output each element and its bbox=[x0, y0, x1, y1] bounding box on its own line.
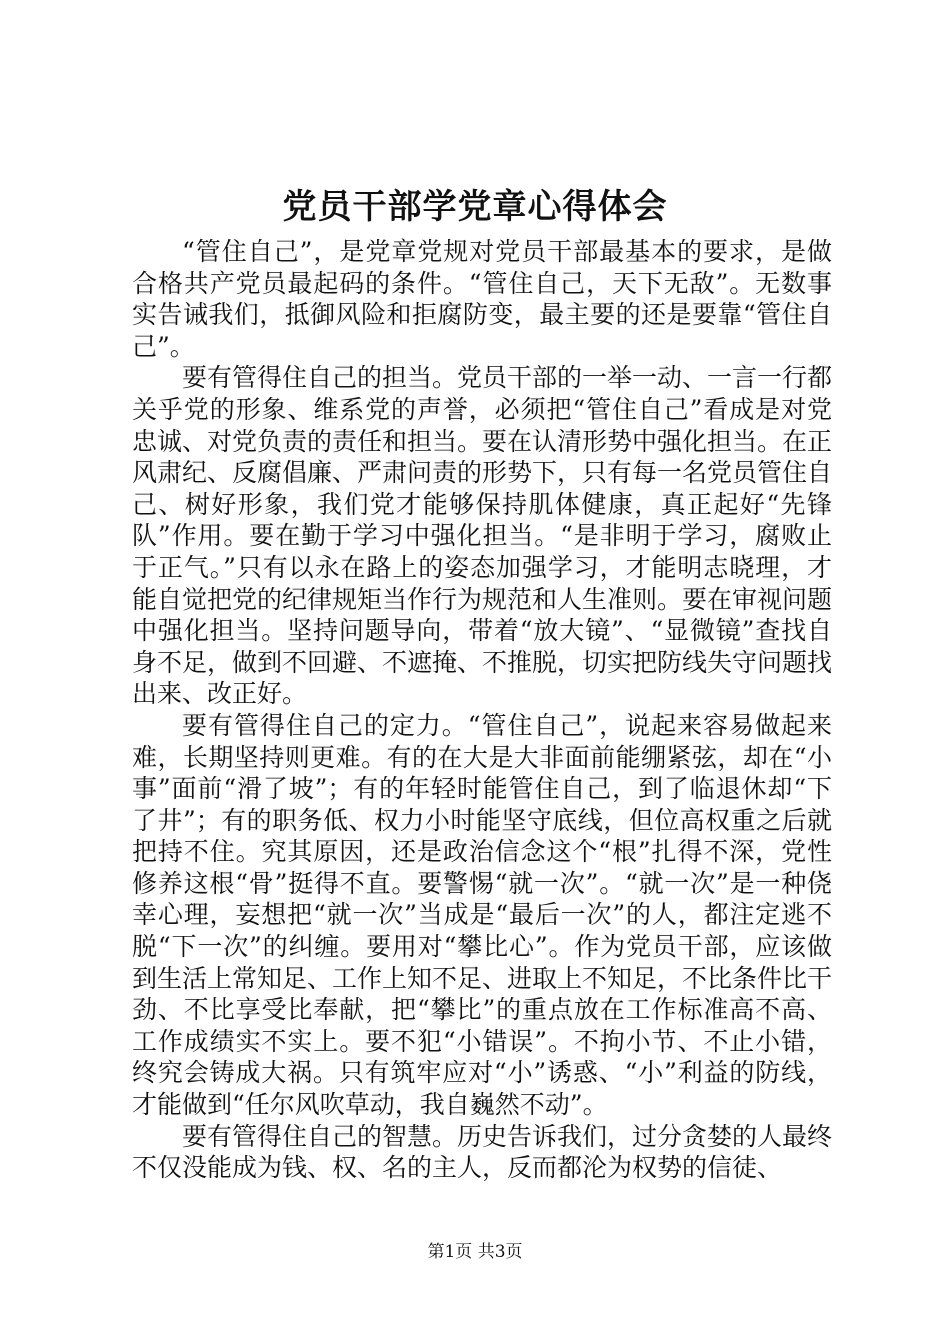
document-title: 党员干部学党章心得体会 bbox=[282, 187, 668, 227]
page-number: 第1页 共3页 bbox=[427, 1242, 523, 1262]
paragraph-willpower: 要有管得住自己的定力。“管住自己”，说起来容易做起来难，长期坚持则更难。有的在大是大非面前能绷紧弦，却在“小事”面前“滑了坡”；有的年轻时能管住自己，到了临退休却“下了井”；有的职务低、权力小时能坚守底线，但位高权重之后就把持不住。究其原因，还是政治信念这个“根”扎得不深，党性修养这根“骨”挺得不直。要警惕“就一次”。“就一次”是一种侥幸心理，妄想把“就一次”当成是“最后一次”的人，都注定逃不脱“下一次”的纠缠。要用对“攀比心”。作为党员干部，应该做到生活上常知足、工作上知不足、进取上不知足，不比条件比干劲、不比享受比奉献，把“攀比”的重点放在工作标准高不高、工作成绩实不实上。要不犯“小错误”。不拘小节、不止小错，终究会铸成大祸。只有筑牢应对“小”诱惑、“小”利益的防线，才能做到“任尔风吹草动，我自巍然不动”。 bbox=[132, 710, 833, 1120]
paragraph-wisdom: 要有管得住自己的智慧。历史告诉我们，过分贪婪的人最终不仅没能成为钱、权、名的主人，反而都沦为权势的信徒、 bbox=[132, 1121, 833, 1183]
paragraph-intro: “管住自己”，是党章党规对党员干部最基本的要求，是做合格共产党员最起码的条件。“管住自己，天下无敌”。无数事实告诫我们，抵御风险和拒腐防变，最主要的还是要靠“管住自己”。 bbox=[132, 237, 832, 361]
paragraph-responsibility: 要有管得住自己的担当。党员干部的一举一动、一言一行都关乎党的形象、维系党的声誉，必须把“管住自己”看成是对党忠诚、对党负责的责任和担当。要在认清形势中强化担当。在正风肃纪、反腐倡廉、严肃问责的形势下，只有每一名党员管住自己、树好形象，我们党才能够保持肌体健康，真正起好“先锋队”作用。要在勤于学习中强化担当。“是非明于学习，腐败止于正气。”只有以永在路上的姿态加强学习，才能明志晓理，才能自觉把党的纪律规矩当作行为规范和人生准则。要在审视问题中强化担当。坚持问题导向，带着“放大镜”、“显微镜”查找自身不足，做到不回避、不遮掩、不推脱，切实把防线失守问题找出来、改正好。 bbox=[132, 363, 833, 709]
page-footer bbox=[0, 1240, 950, 1264]
document-body bbox=[132, 236, 832, 1184]
